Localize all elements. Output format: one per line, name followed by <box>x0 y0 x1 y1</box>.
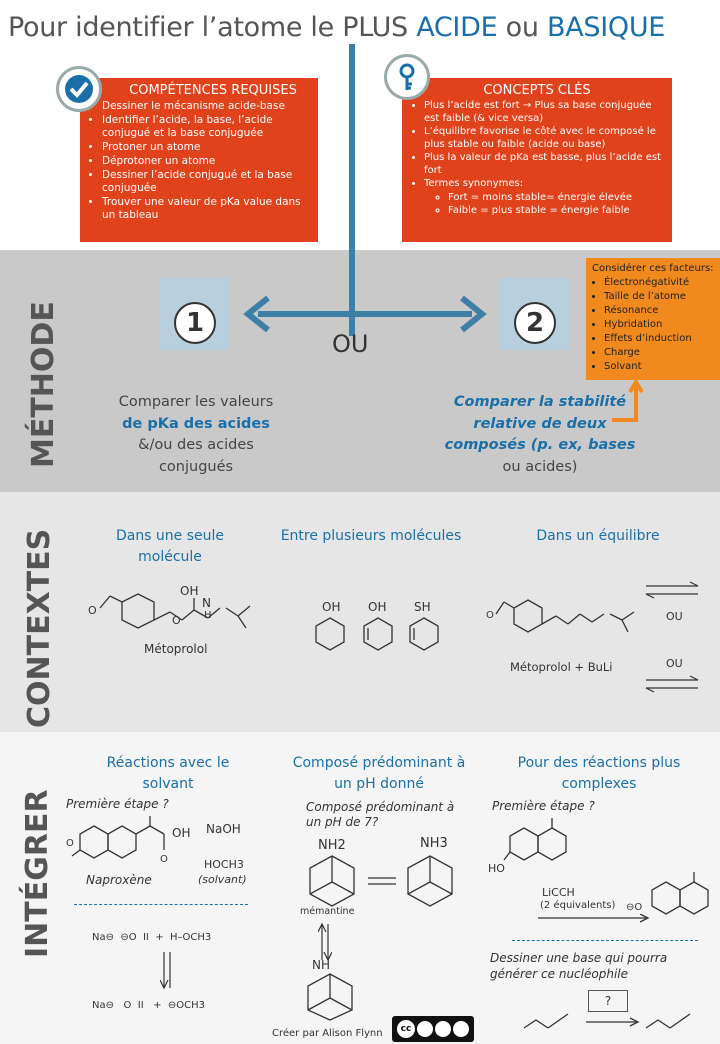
context-single-molecule: Dans une seule molécule <box>115 528 225 565</box>
equilibrium-arrows-icon-2 <box>640 674 704 694</box>
metoprolol-label: Métoprolol <box>144 642 208 656</box>
cc-license-badge <box>392 1016 474 1042</box>
step-number-1: 1 <box>174 302 216 344</box>
concepts-box <box>402 78 672 242</box>
sa-icon <box>453 1021 469 1037</box>
nh2-label: NH2 <box>318 838 346 853</box>
list-item: • Plus l’acide est fort → Plus sa base conjuguée est faible (& vice versa) <box>424 100 664 125</box>
section-label-methode: MÉTHODE <box>26 301 61 468</box>
list-item: • Taille de l’atome <box>604 290 714 304</box>
col2-question: Composé prédominant à un pH de 7? <box>306 800 455 829</box>
equiv-label: (2 équivalents) <box>540 900 616 911</box>
equilibrium-arrows-icon <box>640 580 704 600</box>
metoprolol-equilibrium-structure <box>486 590 646 640</box>
integrer-col3-title: Pour des réactions plus complexes <box>517 755 681 792</box>
competences-box <box>80 78 318 242</box>
nh3-label: NH3 <box>420 836 448 851</box>
oh-label-1: OH <box>322 600 341 614</box>
alkyne-reaction-structures <box>520 1010 710 1032</box>
solvant-label: (solvant) <box>198 873 247 886</box>
method-2-text: Comparer la stabilité relative de deux composés (p. ex, bases ou acides) <box>444 394 636 475</box>
svg-text:O: O <box>66 838 74 849</box>
list-item: • Électronégativité <box>604 276 714 290</box>
naproxene-oh: OH <box>172 826 191 840</box>
oh-label-2: OH <box>368 600 387 614</box>
step-number-2: 2 <box>514 302 556 344</box>
col3-question: Première étape ? <box>492 799 595 813</box>
metoprolol-h: H <box>204 610 212 621</box>
mechanism-row-2: Na⊖ O II + ⊖OCH3 <box>92 1000 206 1011</box>
list-item: • Dessiner le mécanisme acide-base <box>102 100 310 113</box>
sh-label: SH <box>414 600 431 614</box>
list-item: • Déprotoner un atome <box>102 155 310 168</box>
metoprolol-buli-label: Métoprolol + BuLi <box>510 660 613 674</box>
metoprolol-oh: OH <box>180 584 199 598</box>
metoprolol-n: N <box>202 596 211 610</box>
list-item: ◦ Faible = plus stable = énergie faible <box>448 205 664 218</box>
naproxene-label: Naproxène <box>86 873 152 887</box>
equilibrium-arrow-vertical-icon-2 <box>318 922 332 962</box>
by-icon <box>417 1021 433 1037</box>
list-item: • Identifier l’acide, la base, l’acide conjugué et la base conjuguée <box>102 114 310 140</box>
equilibrium-arrow-vertical-icon <box>160 950 174 990</box>
question-box: ? <box>588 990 628 1012</box>
section-label-integrer: INTÉGRER <box>20 789 55 958</box>
integrer-col2-title: Composé prédominant à un pH donné <box>292 755 466 792</box>
list-item: • Termes synonymes: <box>424 178 664 191</box>
naproxene-structure <box>66 816 196 876</box>
list-item: ◦ Fort = moins stable= énergie élevée <box>448 192 664 205</box>
svg-text:O: O <box>88 604 97 617</box>
mechanism-row-1: Na⊖ ⊖O II + H–OCH3 <box>92 932 212 943</box>
nc-icon <box>435 1021 451 1037</box>
dashed-divider-1 <box>74 904 248 905</box>
competences-header: COMPÉTENCES REQUISES <box>129 83 297 98</box>
three-molecules-structure <box>306 614 446 656</box>
concepts-header: CONCEPTS CLÉS <box>483 83 591 98</box>
list-item: • Charge <box>604 346 714 360</box>
context-equilibrium: Dans un équilibre <box>536 528 660 544</box>
list-item: • Résonance <box>604 304 714 318</box>
list-item: • Trouver une valeur de pKa value dans un tableau <box>102 196 310 222</box>
list-item: • Hybridation <box>604 318 714 332</box>
memantine-anion-structure <box>300 972 360 1022</box>
integrer-col1-title: Réactions avec le solvant <box>106 755 230 792</box>
method-1-text: Comparer les valeurs de pKa des acides &/ou des acides conjugués <box>118 394 274 475</box>
facteurs-title: Considérer ces facteurs: <box>592 263 714 274</box>
svg-text:O: O <box>172 614 181 627</box>
key-icon <box>384 54 430 100</box>
dessiner-base-text: Dessiner une base qui pourra générer ce nucléophile <box>490 951 668 981</box>
section-label-contextes: CONTEXTES <box>22 528 57 728</box>
ou-label: OU <box>332 330 369 358</box>
facteurs-box <box>586 258 720 380</box>
list-item: • Effets d’induction <box>604 332 714 346</box>
list-item: • Dessiner l’acide conjugué et la base conjuguée <box>102 169 310 195</box>
anion-label: ⊖O <box>626 902 643 913</box>
naoh-label: NaOH <box>206 822 241 836</box>
svg-text:O: O <box>160 854 168 865</box>
list-item: • Solvant <box>604 360 714 374</box>
competences-list <box>88 100 310 222</box>
page-title: Pour identifier l’atome le PLUS ACIDE ou BASIQUE <box>8 12 666 43</box>
dashed-divider-2 <box>512 940 698 941</box>
ketone-structure <box>500 818 580 872</box>
col1-question: Première étape ? <box>66 797 169 811</box>
memantine-label: mémantine <box>300 906 355 917</box>
ou-label-eq-2: OU <box>666 657 683 670</box>
ho-label: HO <box>488 862 505 875</box>
reaction-arrow-icon <box>536 914 656 924</box>
memantine-structures <box>296 852 466 908</box>
list-item: • Plus la valeur de pKa est basse, plus l’acide est fort <box>424 152 664 177</box>
list-item: • L’équilibre favorise le côté avec le composé le plus stable ou faible (acide ou base) <box>424 126 664 151</box>
ou-label-eq-1: OU <box>666 610 683 623</box>
ketone-product-structure <box>640 870 716 924</box>
checkmark-icon <box>56 66 102 112</box>
concepts-list <box>410 100 664 218</box>
context-multiple-molecules: Entre plusieurs molécules <box>280 528 462 544</box>
hoch3-label: HOCH3 <box>204 858 244 871</box>
svg-text:O: O <box>486 610 494 621</box>
list-item: • Protoner un atome <box>102 141 310 154</box>
nh-label: NH <box>312 958 330 972</box>
cc-icon: cc <box>397 1020 415 1038</box>
licch-label: LiCCH <box>542 886 575 899</box>
credit-text: Créer par Alison Flynn <box>272 1028 383 1039</box>
